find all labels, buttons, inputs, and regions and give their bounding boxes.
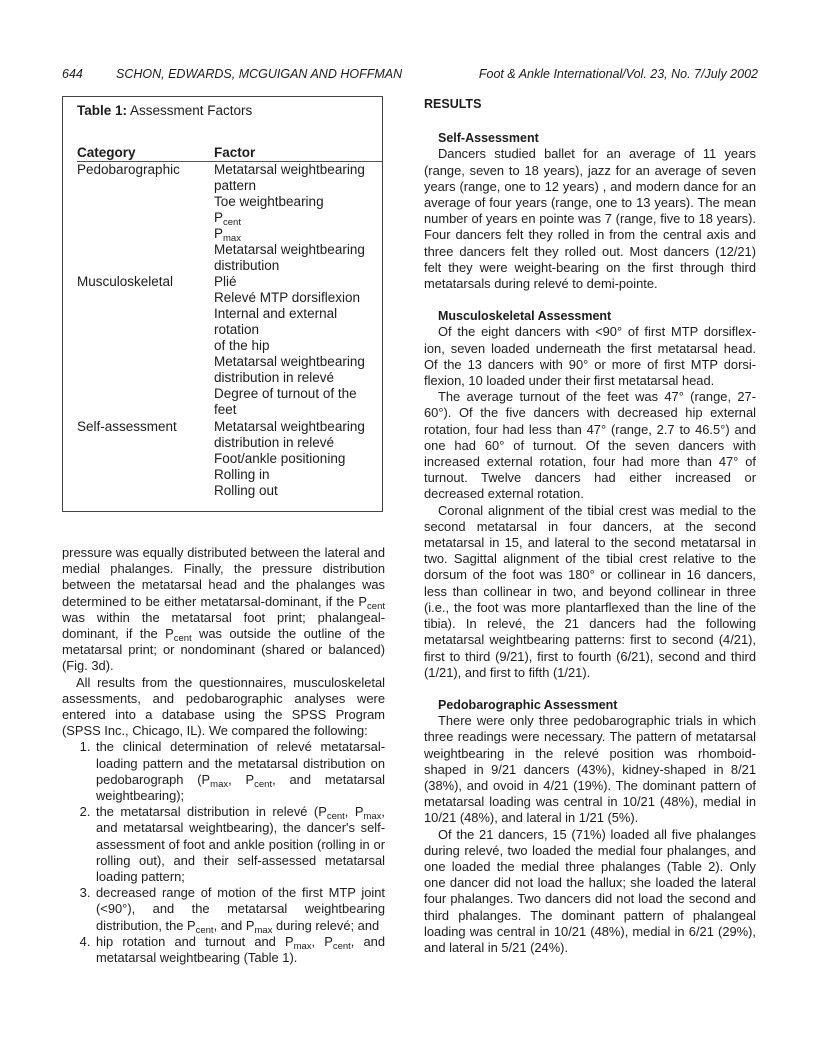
column-header-factor: Factor (214, 145, 256, 160)
category-self-assessment: Self-assessment (77, 419, 177, 434)
factor-item: Metatarsal weightbearing (214, 354, 365, 369)
category-musculoskeletal: Musculoskeletal (77, 274, 174, 289)
paragraph: The average turnout of the feet was 47° (range, 27-60°). Of the five dancers with decreased hip external rotation, four had less than 47° (range, 2.7 to 46.5°) and one had 60° of turnout. Of the seven dancers with increased external rotation, four had more than 47° of turnout. Twelve dancers had either increased or decreased external rotation. (424, 389, 756, 502)
list-item: 4. hip rotation and turnout and $P_{max}$, $P_{cent}$, and metatarsal weightbearing (Table 1). (94, 934, 385, 966)
paragraph: pressure was equally distributed between the lateral and medial phalanges. Finally, the pressure distribution between the metatarsal head and the phalanges was determined to be either metatarsal-dominant, if the $P_{cent}$ was within the metatarsal foot print; phalangeal-dominant, if the $P_{cent}$ was outside the outline of the metatarsal print; or nondominant (shared or balanced) (Fig. 3d). (62, 545, 385, 674)
table-assessment-factors (62, 96, 383, 512)
factor-item: Plié (214, 274, 237, 289)
left-column-text (62, 545, 385, 966)
list-item: 1. the clinical determination of relevé metatarsal-loading pattern and the metatarsal distribution on pedobarograph ($P_{max}$, $P_{cent}$, and metatarsal weightbearing); (94, 739, 385, 804)
paragraph: Dancers studied ballet for an average of 11 years (range, seven to 18 years), jazz for an average of seven years (range, one to 12 years) , and modern dance for an average of four years (range, one to 13 years). The mean number of years en pointe was 7 (range, five to 18 years). Four dancers felt they rolled in from the central axis and three dancers felt they rolled out. Most dancers (12/21) felt they were weight-bearing on the first through third metatarsals during relevé to demi-pointe. (424, 146, 756, 292)
factors-pedobarographic (214, 162, 365, 274)
category-pedobarographic: Pedobarographic (77, 162, 180, 177)
factor-pcent: $P_{cent}$ (214, 210, 241, 228)
journal-citation: Foot & Ankle International/Vol. 23, No. 7/July 2002 (478, 67, 758, 81)
table-caption-label: Table 1: (77, 103, 128, 118)
table-caption-text: Assessment Factors (127, 103, 253, 118)
page-number: 644 (62, 67, 83, 81)
list-item: 2. the metatarsal distribution in relevé ($P_{cent}$, $P_{max}$, and metatarsal weightbearing), the dancer's self-assessment of foot and ankle position (rolling in or rolling out), and their self-assessed metatarsal loading pattern; (94, 804, 385, 885)
factor-item: Rolling in (214, 467, 270, 482)
paragraph: There were only three pedobarographic trials in which three readings were necessary. The pattern of metatarsal weightbearing in the relevé position was rhomboid-shaped in 9/21 dancers (43%), kidney-shaped in 8/21 (38%), and ovoid in 4/21 (19%). The dominant pattern of metatarsal loading was central in 10/21 (48%), medial in 10/21 (48%), and lateral in 1/21 (5%). (424, 713, 756, 826)
table-caption (77, 103, 252, 118)
factors-musculoskeletal (214, 274, 365, 418)
comparison-list (62, 739, 385, 966)
column-header-category: Category (77, 145, 136, 160)
factor-item: distribution in relevé (214, 370, 335, 385)
factor-item: distribution in relevé (214, 435, 335, 450)
factor-item: of the hip (214, 338, 270, 353)
list-item: 3. decreased range of motion of the first MTP joint (<90°), and the metatarsal weightbearing distribution, the $P_{cent}$, and $P_{max}$ during relevé; and (94, 885, 385, 934)
subsection-heading-self-assessment: Self-Assessment (438, 131, 539, 146)
factor-item: Metatarsal weightbearing (214, 242, 365, 257)
factor-item: pattern (214, 178, 257, 193)
factor-item: Foot/ankle positioning (214, 451, 346, 466)
paragraph: All results from the questionnaires, musculoskeletal assessments, and pedobarographic analyses were entered into a database using the SPSS Program (SPSS Inc., Chicago, IL). We compared the following: (62, 674, 385, 739)
factor-item: distribution (214, 258, 280, 273)
factor-item: feet (214, 402, 237, 417)
factor-item: Metatarsal weightbearing (214, 162, 365, 177)
factor-item: Metatarsal weightbearing (214, 419, 365, 434)
factor-item: Relevé MTP dorsiflexion (214, 290, 361, 305)
factors-self-assessment (214, 419, 365, 499)
factor-item: Toe weightbearing (214, 194, 324, 209)
subsection-heading-pedobarographic: Pedobarographic Assessment (438, 697, 618, 712)
paragraph: Coronal alignment of the tibial crest was medial to the second metatarsal in four dancers, at the second metatarsal in 15, and lateral to the second metatarsal in two. Sagittal alignment of the tibial crest relative to the dorsum of the foot was 180° or collinear in 16 dancers, less than collinear in two, and beyond collinear in three (i.e., the foot was more plantarflexed than the line of the tibia). In relevé, the 21 dancers had the following metatarsal weightbearing patterns: first to second (4/21), first to third (9/21), first to fourth (6/21), second and third (1/21), and first to fifth (1/21). (424, 502, 756, 680)
factor-pmax: $P_{max}$ (214, 226, 241, 244)
factor-item: Internal and external (214, 306, 338, 321)
subsection-heading-musculoskeletal: Musculoskeletal Assessment (438, 309, 612, 324)
running-authors: SCHON, EDWARDS, MCGUIGAN AND HOFFMAN (116, 67, 403, 81)
right-column-text (424, 96, 756, 956)
paragraph: Of the eight dancers with <90° of first MTP dorsiflex-ion, seven loaded underneath the first metatarsal head. Of the 13 dancers with 90° or more of first MTP dorsi-flexion, 10 loaded under their first metatarsal head. (424, 324, 756, 389)
section-heading-results: RESULTS (424, 97, 482, 111)
factor-item: Rolling out (214, 483, 278, 498)
paragraph: Of the 21 dancers, 15 (71%) loaded all five phalanges during relevé, two loaded the medial four phalanges, and one loaded the medial three phalanges (Table 2). Only one dancer did not load the hallux; she loaded the lateral four phalanges. Two dancers did not load the second and third phalanges. The dominant pattern of phalangeal loading was central in 10/21 (48%), medial in 6/21 (29%), and lateral in 5/21 (24%). (424, 826, 756, 955)
factor-item: Degree of turnout of the (214, 386, 357, 401)
factor-item: rotation (214, 322, 260, 337)
